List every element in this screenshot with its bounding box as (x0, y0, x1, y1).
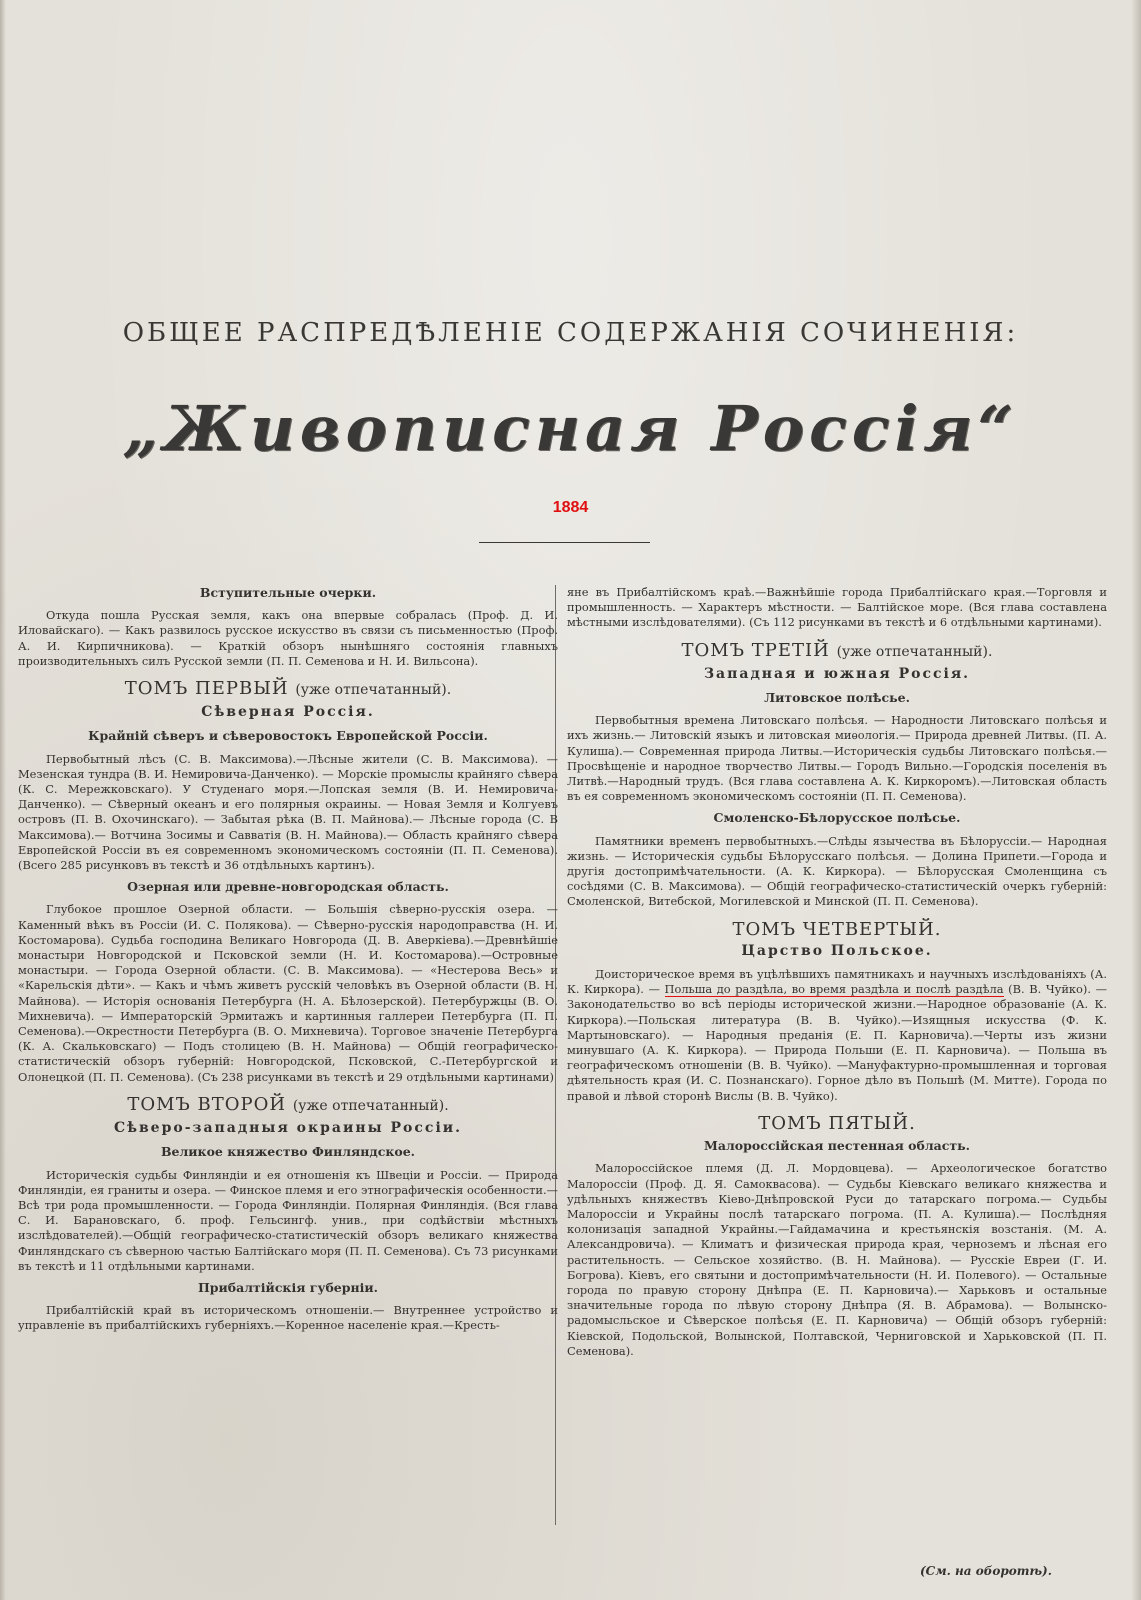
volume-status: (уже отпечатанный). (836, 643, 993, 660)
volume-subtitle-4: Царство Польское. (741, 942, 933, 959)
publication-title: „Живописная Россія“ (122, 392, 1019, 465)
section-title-lake-region: Озерная или древне-новгородская область. (127, 879, 449, 895)
volume-subtitle-1: Сѣверная Россія. (201, 704, 375, 721)
volume-label: ТОМЪ ТРЕТІЙ (681, 639, 830, 661)
section-text-baltic-continued: яне въ Прибалтійскомъ краѣ.—Важнѣйшіе города Прибалтійскаго края.—Торговля и промышленность. — Характеръ мѣстности. — Балтійское море. (Вся глава составлена мѣстными изслѣдователями). (Съ 112 рисунками въ текстѣ и 6 отдѣльными картинами). (567, 585, 1107, 630)
section-text-poland (567, 967, 1107, 1104)
section-text-baltic: Прибалтійскій край въ историческомъ отношеніи.— Внутреннее устройство и управленіе въ прибалтійскихъ губерніяхъ.—Коренное населеніе края.—Кресть- (18, 1303, 558, 1333)
section-text-belarus: Памятники временъ первобытныхъ.—Слѣды язычества въ Бѣлоруссіи.— Народная жизнь. — Историческія судьбы Бѣлорусскаго полѣсья. — Долина Припети.—Города и другія достопримѣчательности. (А. К. Киркора). — Бѣлорусская Смоленщина съ сосѣдями (С. В. Максимова). — Общій географическо-статистическій очеркъ губерній: Смоленской, Витебской, Могилевской и Минской (П. П. Семенова). (567, 833, 1107, 909)
volume-subtitle-3: Западная и южная Россія. (703, 665, 971, 682)
section-text-intro: Откуда пошла Русская земля, какъ она впервые собралась (Проф. Д. И. Иловайскаго). — Какъ развилось русское искусство въ связи съ письменностью (Проф. А. И. Кирпичникова). — Краткій обзоръ нынѣшняго состоянія главныхъ производительныхъ силъ Русской земли (П. П. Семенова и Н. И. Вильсона). (18, 608, 558, 668)
volume-label: ТОМЪ ПЕРВЫЙ (124, 678, 289, 700)
section-text-little-russia: Малороссійское племя (Д. Л. Мордовцева). — Археологическое богатство Малороссіи (Проф. Д. Я. Самоквасова). — Судьбы Кіевскаго великаго княжества и удѣльныхъ княжествъ Кіево-Днѣпровской Руси до татарскаго погрома.— Судьбы Малороссіи и Украйны послѣ татарскаго погрома. (П. А. Кулиша).— Послѣдняя колонизація западной Украйны.—Гайдамачина и крестьянскія возстанія. (М. А. Александровича). — Климатъ и физическая природа края, черноземъ и лѣсная его растительность. — Сельское хозяйство. (В. Н. Майнова). — Русскіе Евреи (Г. И. Богрова). Кіевъ, его святыни и достопримѣчательности (Н. И. Полевого). — Остальные города по правую сторону Днѣпра (Е. П. Карновича).— Харьковъ и остальные значительные города по лѣвую сторону Днѣпра (Я. В. Абрамова). — Волынско-радомысльское и Сѣверское полѣсья (Е. П. Карновича) — Общій обзоръ губерній: Кіевской, Подольской, Волынской, Полтавской, Черниговской и Харьковской (П. П. Семенова). (567, 1161, 1107, 1358)
year-annotation: 1884 (552, 499, 589, 516)
volume-label: ТОМЪ ПЯТЫЙ. (758, 1112, 916, 1134)
section-title-baltic: Прибалтійскія губерніи. (197, 1279, 379, 1295)
text-segment: (В. В. Чуйко). — Законодательство во всѣ періоды исторической жизни.—Народное образованіе (А. К. Киркора).—Польская литература (В. В. Чуйко).—Изящныя искусства (Ф. К. Мартыновскаго). — Народныя преданія (Е. П. Карновича).—Черты изъ жизни минувшаго (А. К. Киркора). — Природа Польши (Е. П. Карновича). — Польша въ географическомъ отношеніи (В. В. Чуйко). —Мануфактурно-промышленная и торговая дѣятельность края (И. С. Познанскаго). Горное дѣло въ Польшѣ (М. Митте). Города по правой и лѣвой сторонѣ Вислы (В. В. Чуйко). (567, 982, 1107, 1103)
section-title-intro: Вступительные очерки. (199, 585, 377, 600)
section-text-finland: Историческія судьбы Финляндіи и ея отношенія къ Швеціи и Россіи. — Природа Финляндіи, ея граниты и озера. — Финское племя и его этнографическія особенности.—Всѣ три рода промышленности. — Города Финляндіи. Полярная Финляндія. (Вся глава С. И. Барановскаго, б. проф. Гельсингф. унив., при содѣйствіи мѣстныхъ изслѣдователей).—Общій географическо-статистическій обзоръ великаго княжества Финляндскаго съ сѣверною частью Балтійскаго моря (П. П. Семенова). Съ 73 рисунками въ текстѣ и 11 отдѣльными картинами. (18, 1167, 558, 1273)
page-heading: ОБЩЕЕ РАСПРЕДѢЛЕНІЕ СОДЕРЖАНІЯ СОЧИНЕНІЯ: (122, 318, 1019, 348)
right-column (567, 585, 1107, 1590)
section-text-lithuania: Первобытныя времена Литовскаго полѣсья. — Народности Литовскаго полѣсья и ихъ жизнь.— Литовскій языкъ и литовская миѳологія.— Природа древней Литвы. (П. А. Кулиша).— Современная природа Литвы.—Историческія судьбы Литовскаго полѣсья.—Просвѣщеніе и народное творчество Литвы.— Городъ Вильно.—Городскія поселенія въ Литвѣ.—Народный трудъ. (Вся глава составлена А. К. Киркоромъ).—Литовская область въ ея современномъ экономическомъ состояніи (П. П. Семенова). (567, 713, 1107, 804)
page-edge-shadow-left (0, 0, 6, 1600)
volume-label: ТОМЪ ЧЕТВЕРТЫЙ. (732, 918, 942, 940)
left-column (18, 585, 558, 1590)
volume-subtitle-2: Сѣверо-западныя окраины Россіи. (113, 1120, 463, 1137)
page-edge-shadow-right (1131, 0, 1141, 1600)
volume-heading-2 (18, 1093, 558, 1115)
text-segment: Доисторическое время въ уцѣлѣвшихъ памятникахъ и научныхъ изслѣдованіяхъ (А. К. Киркора). — (567, 967, 1107, 997)
volume-status: (уже отпечатанный). (295, 682, 452, 699)
section-title-far-north: Крайній сѣверъ и сѣверовостокъ Европейской Россіи. (88, 728, 488, 744)
volume-heading-1 (18, 678, 558, 700)
section-title-lithuania: Литовское полѣсье. (764, 690, 910, 706)
section-title-little-russia: Малороссійская пестенная область. (704, 1138, 970, 1154)
volume-status: (уже отпечатанный). (292, 1097, 449, 1114)
volume-heading-4 (567, 918, 1107, 940)
section-title-belarus: Смоленско-Бѣлорусское полѣсье. (713, 810, 961, 826)
section-title-finland: Великое княжество Финляндское. (160, 1144, 416, 1160)
title-divider (479, 542, 650, 543)
volume-heading-3 (567, 639, 1107, 661)
highlighted-text: Польша до раздѣла, во время раздѣла и послѣ раздѣла (664, 982, 1004, 997)
see-reverse-note: (См. на оборотѣ). (920, 1564, 1052, 1578)
volume-heading-5 (567, 1112, 1107, 1134)
section-text-far-north: Первобытный лѣсъ (С. В. Максимова).—Лѣсные жители (С. В. Максимова). — Мезенская тундра (В. И. Немировича-Данченко). — Морскіе промыслы крайняго сѣвера (К. С. Мережковскаго). У Студенаго моря.—Лопская земля (В. И. Немировича-Данченко). — Сѣверный океанъ и его полярныя окраины. — Новая Земля и Колгуевъ островъ (П. В. Охочинскаго). — Забытая рѣка (В. П. Майнова).— Лѣсные города (С. В Максимова).— Вотчина Зосимы и Савватія (В. Н. Майнова).— Область крайняго сѣвера Европейской Россіи въ ея современномъ экономическомъ состояніи (П. П. Семенова). (Всего 285 рисунковъ въ текстѣ и 36 отдѣльныхъ картинъ). (18, 751, 558, 873)
volume-label: ТОМЪ ВТОРОЙ (127, 1093, 287, 1115)
section-text-lake-region: Глубокое прошлое Озерной области. — Большія сѣверно-русскія озера. — Каменный вѣкъ въ Россіи (И. С. Полякова). — Сѣверно-русскія народоправства (Н. И. Костомарова). Судьба господина Великаго Новгорода (Д. В. Аверкіева).—Древнѣйшіе монастыри Новгородской и Псковской земли (Н. И. Костомарова).—Островные монастыри. — Города Озерной области. (С. В. Максимова). — «Нестерова Весь» и «Карельскія дѣти». — Какъ и чѣмъ живетъ русскій человѣкъ въ Озерной области (В. Н. Майнова). — Исторія основанія Петербурга (Н. А. Бѣлозерской). Петербуржцы (В. О. Михневича). — Императорскій Эрмитажъ и картинныя галлереи Петербурга (П. П. Семенова).—Окрестности Петербурга (В. О. Михневича). Торговое значеніе Петербурга (К. А. Скальковскаго) — Подъ столицею (В. Н. Майнова) — Общій географическо-статистическій обзоръ губерній: Новгородской, Псковской, С.-Петербургской и Олонецкой (П. П. Семенова). (Съ 238 рисунками въ текстѣ и 29 отдѣльными картинами) (18, 902, 558, 1084)
